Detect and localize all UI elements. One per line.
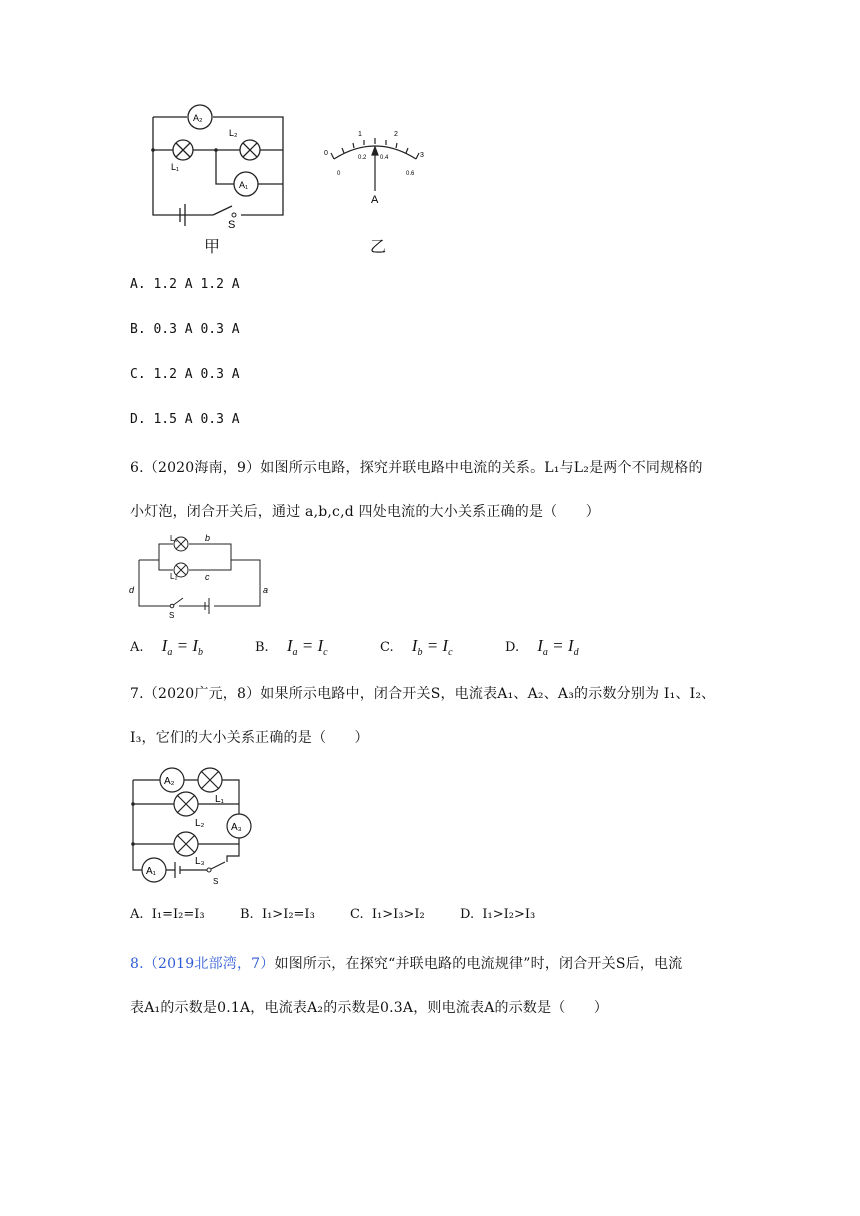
q7-option-c: C. I₁>I₃>I₂: [350, 907, 425, 922]
q6-l1-label: L₁: [170, 534, 178, 543]
figure-label-jia: 甲: [204, 237, 221, 256]
lamp-l1-label: L₁: [171, 162, 180, 172]
q7-s-label: S: [213, 877, 219, 886]
q6-d-label: d: [129, 585, 135, 595]
meter-bottom-0: 0: [337, 171, 341, 177]
q8-source-tag: 8.（2019北部湾，7）: [130, 956, 275, 972]
q6-option-c: C. $I_b = I_c$: [380, 636, 453, 658]
q7-a1-label: A₁: [146, 866, 157, 877]
q7-a3-label: A₃: [231, 822, 242, 833]
q6-s-label: S: [169, 611, 175, 620]
meter-top-3: 3: [420, 152, 424, 159]
meter-bottom-2: 0.4: [380, 155, 389, 161]
q6-option-d: D. $I_a = I_d$: [505, 636, 579, 658]
meter-bottom-3: 0.6: [406, 171, 415, 177]
circuit-figure-q7: [125, 758, 265, 888]
circuit-figure-q6: [125, 530, 275, 620]
meter-top-1: 1: [358, 131, 362, 138]
q7-l3-label: L₃: [195, 856, 205, 867]
q6-l2-label: L₂: [170, 572, 178, 581]
meter-top-0: 0: [324, 150, 328, 157]
ammeter-dial-figure: [320, 125, 430, 210]
meter-top-2: 2: [394, 131, 398, 138]
q5-option-c: C. 1.2 A 0.3 A: [130, 367, 240, 382]
q7-text-line1: 7.（2020广元，8）如果所示电路中，闭合开关S，电流表A₁、A₂、A₃的示数分别为 I₁、I₂、: [130, 686, 716, 702]
q7-option-a: A. I₁=I₂=I₃: [130, 907, 205, 922]
q5-option-d: D. 1.5 A 0.3 A: [130, 412, 240, 427]
q6-option-a: A. $I_a = I_b$: [130, 636, 203, 658]
meter-unit: A: [371, 194, 379, 206]
q5-option-a: A. 1.2 A 1.2 A: [130, 277, 240, 292]
q5-option-b: B. 0.3 A 0.3 A: [130, 322, 240, 337]
meter-bottom-1: 0.2: [358, 155, 367, 161]
q7-a2-label: A₂: [164, 776, 175, 787]
figure-label-yi: 乙: [370, 237, 387, 256]
q7-text-line2: I₃，它们的大小关系正确的是（ ）: [130, 730, 369, 746]
q6-option-b: B. $I_a = I_c$: [255, 636, 328, 658]
ammeter-a1-label: A₁: [239, 180, 249, 190]
lamp-l2-label: L₂: [229, 128, 238, 138]
q6-c-label: c: [205, 572, 210, 582]
q6-a-label: a: [263, 585, 269, 595]
q7-l1-label: L₁: [215, 794, 224, 805]
q7-option-d: D. I₁>I₂>I₃: [460, 907, 536, 922]
q6-text-line2: 小灯泡，闭合开关后，通过 a,b,c,d 四处电流的大小关系正确的是（ ）: [130, 504, 600, 520]
q8-text-line1: 8.（2019北部湾，7）如图所示，在探究“并联电路的电流规律”时，闭合开关S后，电流: [130, 956, 683, 972]
q7-option-b: B. I₁>I₂=I₃: [240, 907, 315, 922]
ammeter-a2-label: A₂: [193, 113, 203, 123]
switch-s-label: S: [228, 219, 236, 231]
q7-l2-label: L₂: [195, 818, 205, 829]
q8-text-line2: 表A₁的示数是0.1A，电流表A₂的示数是0.3A，则电流表A的示数是（ ）: [130, 1000, 609, 1016]
q6-b-label: b: [205, 533, 211, 543]
q6-text-line1: 6.（2020海南，9）如图所示电路，探究并联电路中电流的关系。L₁与L₂是两个不同规格的: [130, 460, 703, 476]
